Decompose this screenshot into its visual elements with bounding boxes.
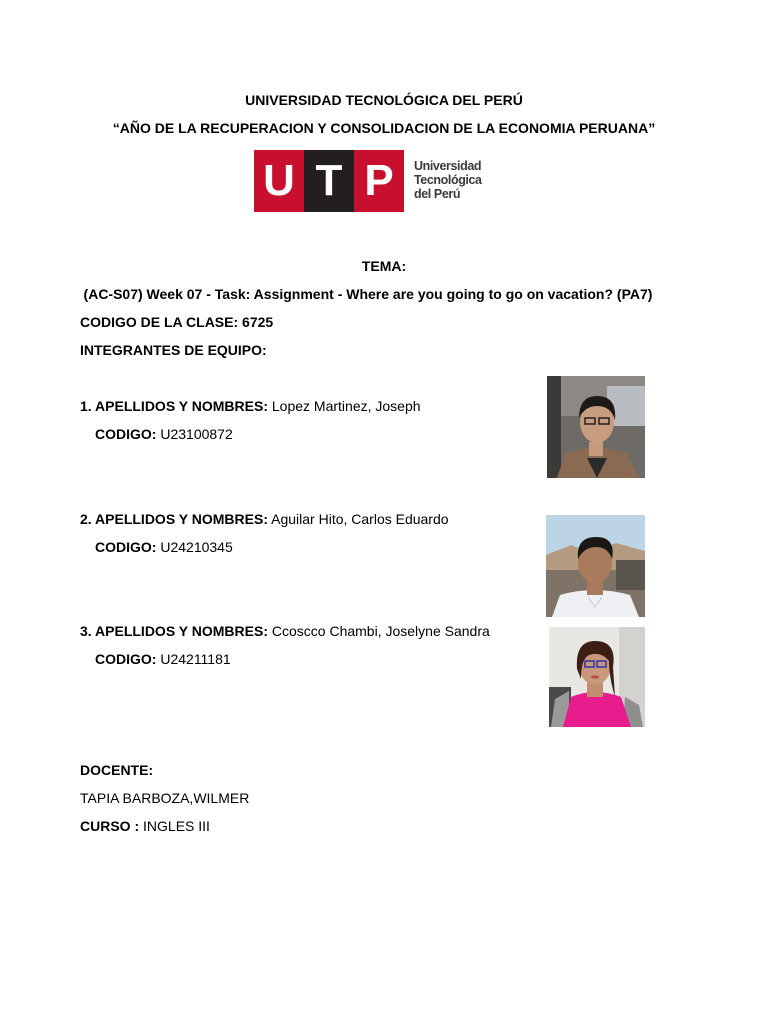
logo-box-t	[304, 150, 354, 212]
course-line	[80, 818, 210, 834]
member-3-name: Ccoscco Chambi, Joselyne Sandra	[271, 623, 490, 639]
member-3-code-label: CODIGO:	[95, 651, 157, 667]
course-label: CURSO :	[80, 818, 140, 834]
member-2-name: Aguilar Hito, Carlos Eduardo	[271, 511, 449, 527]
logo-wordmark	[414, 159, 494, 201]
logo-letter-t: T	[315, 156, 343, 205]
year-motto: “AÑO DE LA RECUPERACION Y CONSOLIDACION DE LA ECONOMIA PERUANA”	[112, 120, 656, 136]
course-name: INGLES III	[143, 818, 210, 834]
topic-label: TEMA:	[361, 258, 407, 274]
teacher-label: DOCENTE:	[80, 762, 154, 778]
logo-box-u	[254, 150, 304, 212]
member-3-code: U24211181	[160, 651, 231, 667]
member-1-label: 1. APELLIDOS Y NOMBRES:	[80, 398, 268, 414]
member-2-code-label: CODIGO:	[95, 539, 157, 555]
member-2-label: 2. APELLIDOS Y NOMBRES:	[80, 511, 268, 527]
member-1-code-line	[95, 426, 233, 442]
logo-box-p	[354, 150, 404, 212]
teacher-name: TAPIA BARBOZA,WILMER	[80, 790, 250, 806]
member-1-code: U23100872	[160, 426, 233, 442]
topic-title: (AC-S07) Week 07 - Task: Assignment - Where are you going to go on vacation? (PA7)	[83, 286, 653, 302]
team-heading: INTEGRANTES DE EQUIPO:	[80, 342, 267, 358]
member-2-photo	[546, 515, 645, 617]
logo-text-line-3: del Perú	[414, 187, 461, 201]
university-title: UNIVERSIDAD TECNOLÓGICA DEL PERÚ	[245, 92, 523, 108]
logo-text-line-2: Tecnológica	[414, 173, 482, 187]
class-code: CODIGO DE LA CLASE: 6725	[80, 314, 274, 330]
member-3-code-line	[95, 651, 231, 667]
member-3-name-line	[80, 623, 490, 639]
member-3-photo	[549, 627, 645, 727]
logo-letter-u: U	[263, 156, 295, 205]
logo-letter-p: P	[364, 156, 394, 205]
member-1-photo	[547, 376, 645, 478]
member-1-name-line	[80, 398, 421, 414]
member-2-code-line	[95, 539, 233, 555]
utp-logo	[254, 150, 486, 212]
member-1-code-label: CODIGO:	[95, 426, 157, 442]
member-3-label: 3. APELLIDOS Y NOMBRES:	[80, 623, 268, 639]
member-1-name: Lopez Martinez, Joseph	[271, 398, 421, 414]
logo-text-line-1: Universidad	[414, 159, 482, 173]
member-2-name-line	[80, 511, 449, 527]
member-2-code: U24210345	[160, 539, 233, 555]
